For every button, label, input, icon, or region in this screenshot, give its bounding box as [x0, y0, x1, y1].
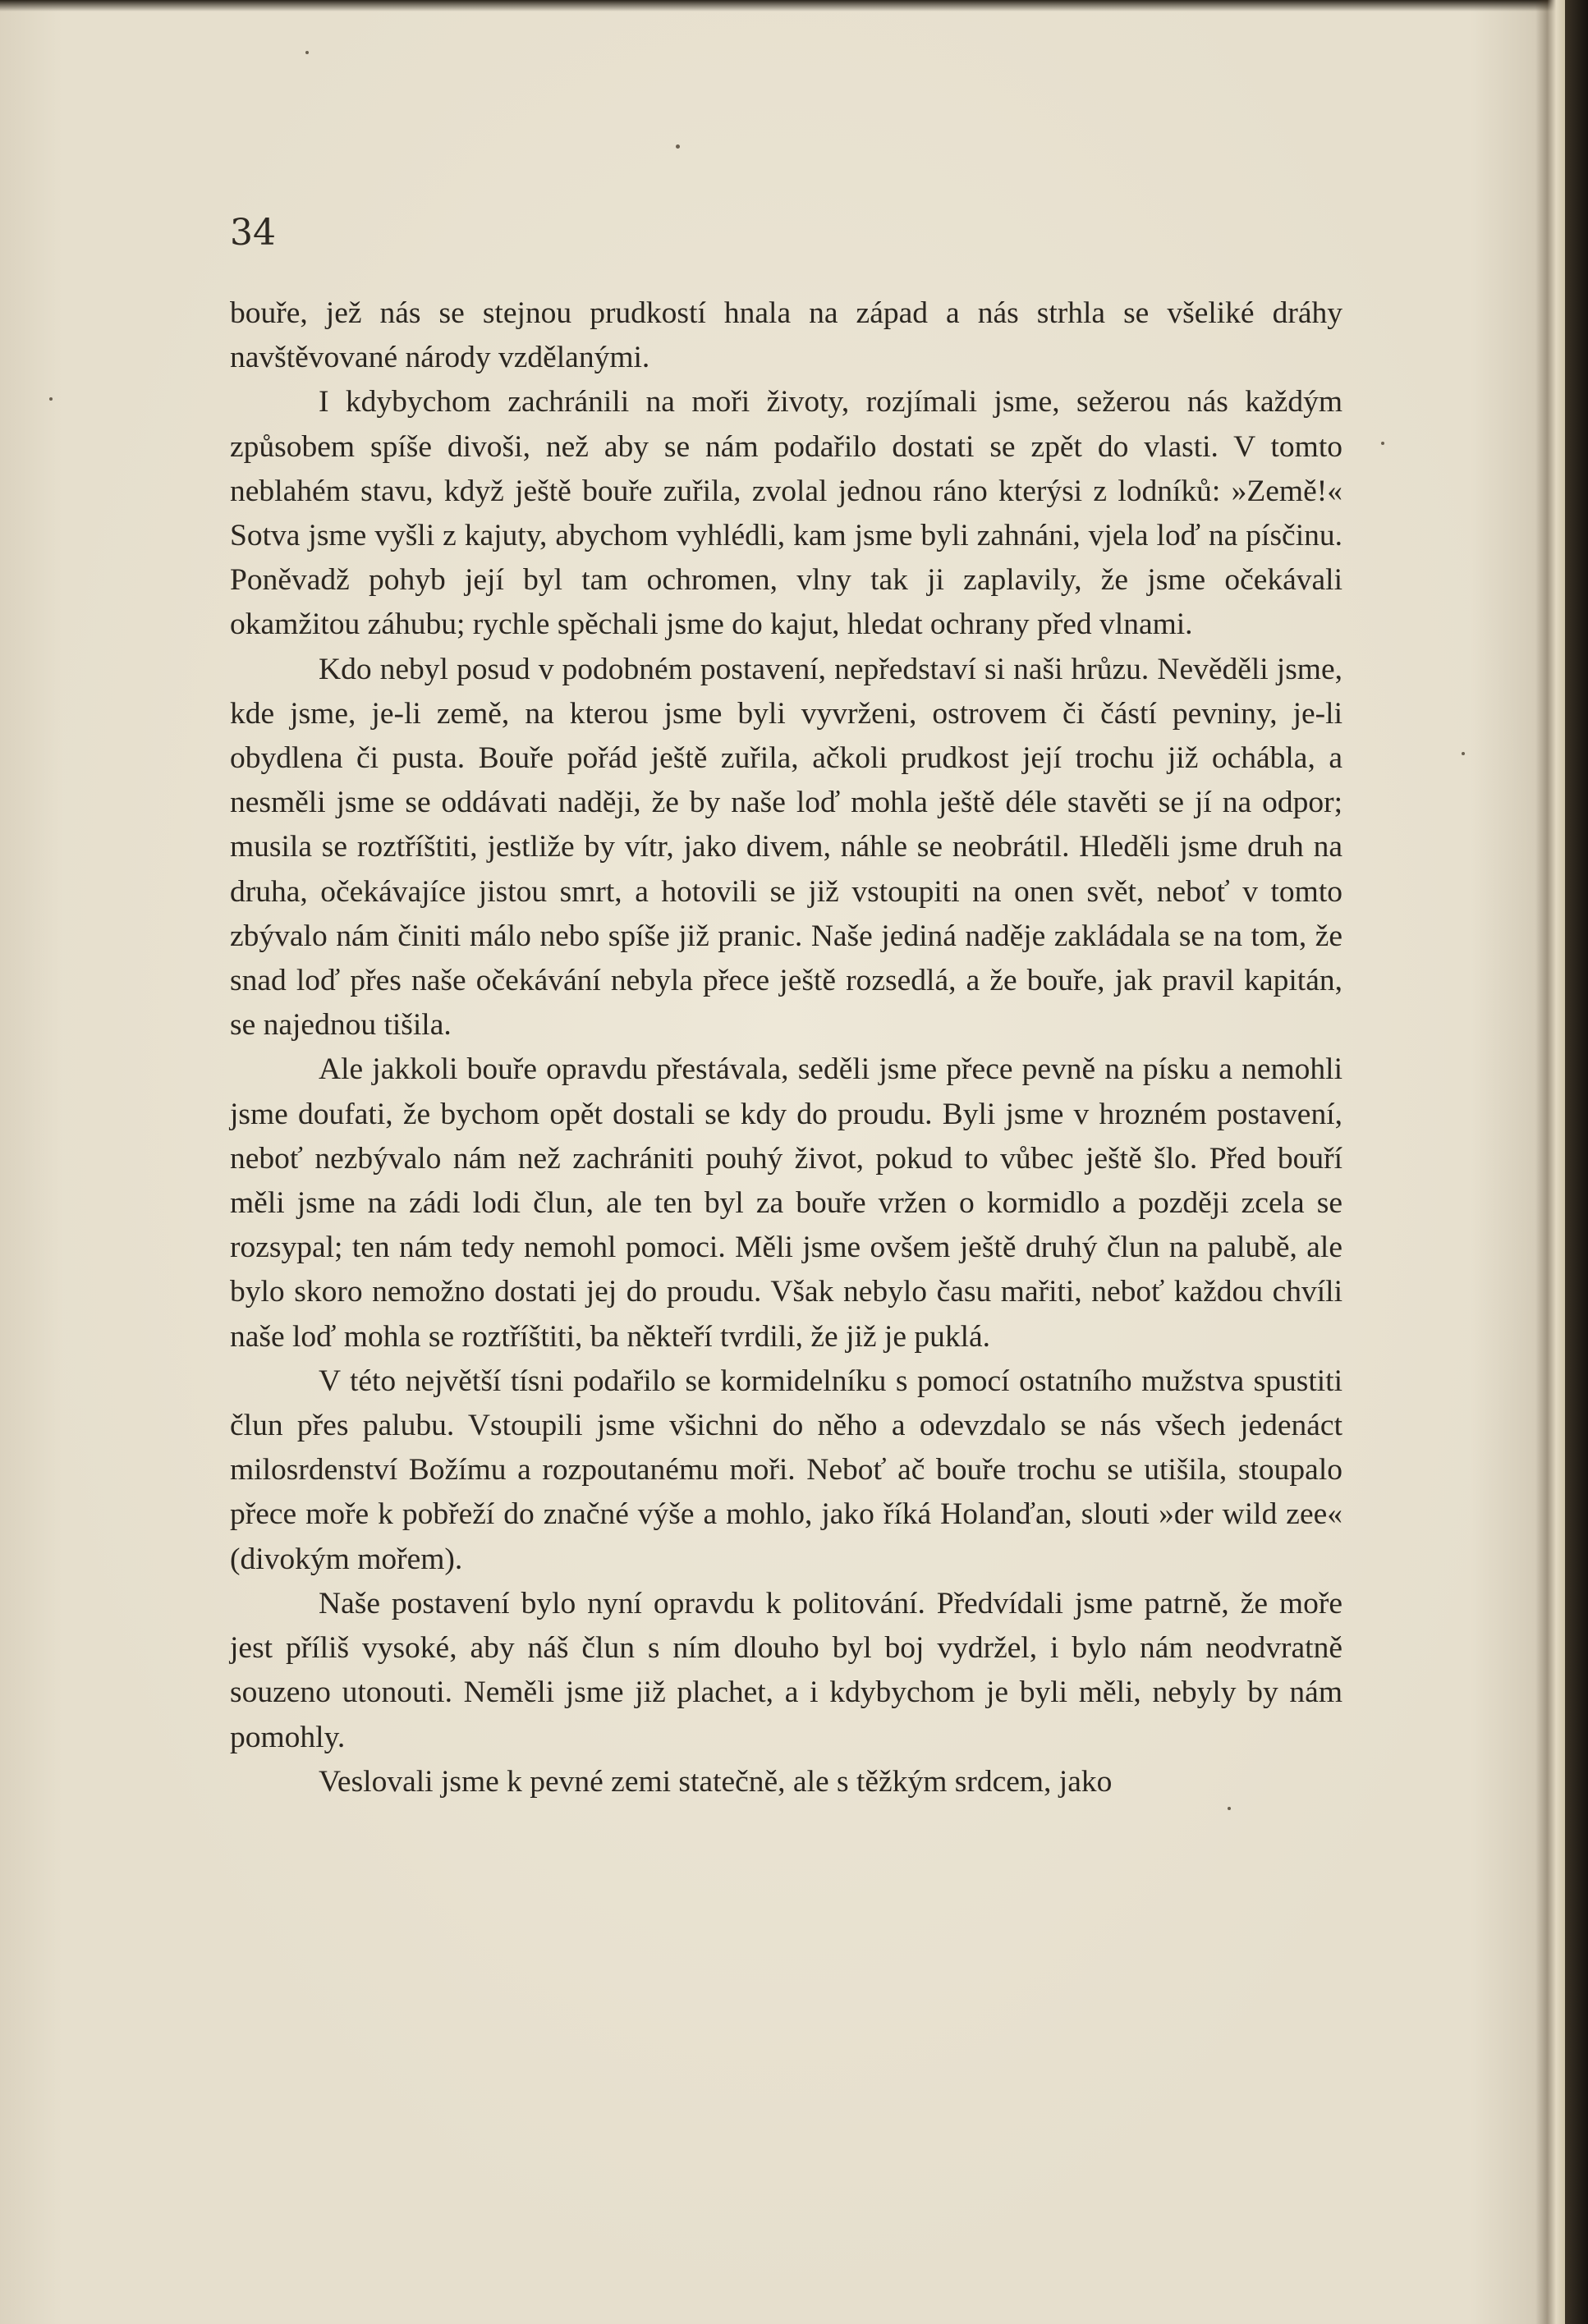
paragraph: Ale jakkoli bouře opravdu přestávala, seděli jsme přece pevně na písku a nemohli jsme doufati, že bychom opět dostali se kdy do proudu. Byli jsme v hrozném postavení, neboť nezbývalo nám než zachrániti pouhý život, pokud to vůbec ještě šlo. Před bouří měli jsme na zádi lodi člun, ale ten byl za bouře vržen o kormidlo a později zcela se rozsypal; ten nám tedy nemohl pomoci. Měli jsme ovšem ještě druhý člun na palubě, ale bylo skoro nemožno dostati jej do proudu. Však nebylo času mařiti, neboť každou chvíli naše loď mohla se roztříštiti, ba někteří tvrdili, že již je puklá.: [230, 1052, 1342, 1354]
paragraph: I kdybychom zachránili na moři životy, rozjímali jsme, sežerou nás každým způsobem spíše divoši, než aby se nám podařilo dostati se zpět do vlasti. V tomto neblahém stavu, když ještě bouře zuřila, zvolal jednou ráno kterýsi z lodníků: »Země!« Sotva jsme vyšli z kajuty, abychom vyhlédli, kam jsme byli zahnáni, vjela loď na písčinu. Poněvadž pohyb její byl tam ochromen, vlny tak ji zaplavily, že jsme očekávali okamžitou záhubu; rychle spěchali jsme do kajut, hledat ochrany před vlnami.: [230, 385, 1342, 642]
scan-edge: [1565, 0, 1588, 2324]
paper-speck: [305, 51, 309, 54]
page-number: 34: [230, 212, 276, 254]
paragraph: Naše postavení bylo nyní opravdu k politování. Předvídali jsme patrně, že moře jest příliš vysoké, aby náš člun s ním dlouho byl boj vydržel, i bylo nám neodvratně souzeno utonouti. Neměli jsme již plachet, a i kdybychom je byli měli, nebyly by nám pomohly.: [230, 1586, 1342, 1754]
paper-speck: [49, 397, 53, 401]
paper-speck: [1462, 752, 1465, 755]
paragraph: Veslovali jsme k pevné zemi statečně, ale s těžkým srdcem, jako: [319, 1764, 1113, 1799]
paragraph: Kdo nebyl posud v podobném postavení, nepředstaví si naši hrůzu. Nevěděli jsme, kde jsme, je-li země, na kterou jsme byli vyvrženi, ostrovem či částí pevniny, je-li obydlena či pusta. Bouře pořád ještě zuřila, ačkoli prudkost její trochu již ochábla, a nesměli jsme se oddávati naději, že by naše loď mohla ještě déle stavěti se jí na odpor; musila se roztříštiti, jestliže by vítr, jako divem, náhle se neobrátil. Hleděli jsme druh na druha, očekávajíce jistou smrt, a hotovili se již vstoupiti na onen svět, neboť v tomto zbývalo nám činiti málo nebo spíše již pranic. Naše jediná naděje zakládala se na tom, že snad loď přes naše očekávání nebyla přece ještě rozsedlá, a že bouře, jak pravil kapitán, se najednou tišila.: [230, 652, 1342, 1043]
body-text: [230, 291, 1342, 1804]
top-edge-shadow: [0, 0, 1564, 11]
page-gutter: [1535, 0, 1565, 2324]
paragraph: bouře, jež nás se stejnou prudkostí hnala na západ a nás strhla se všeliké dráhy navštěvované národy vzdělanými.: [230, 296, 1342, 375]
paper-speck: [1381, 442, 1384, 445]
paragraph: V této největší tísni podařilo se kormidelníku s pomocí ostatního mužstva spustiti člun přes palubu. Vstoupili jsme všichni do něho a odevzdalo se nás všech jedenáct milosrdenství Božímu a rozpoutanému moři. Neboť ač bouře trochu se utišila, stoupalo přece moře k pobřeží do značné výše a mohlo, jako říká Holanďan, slouti »der wild zee« (divokým mořem).: [230, 1364, 1342, 1576]
paper-speck: [1228, 1807, 1231, 1810]
paper-speck: [676, 144, 680, 149]
